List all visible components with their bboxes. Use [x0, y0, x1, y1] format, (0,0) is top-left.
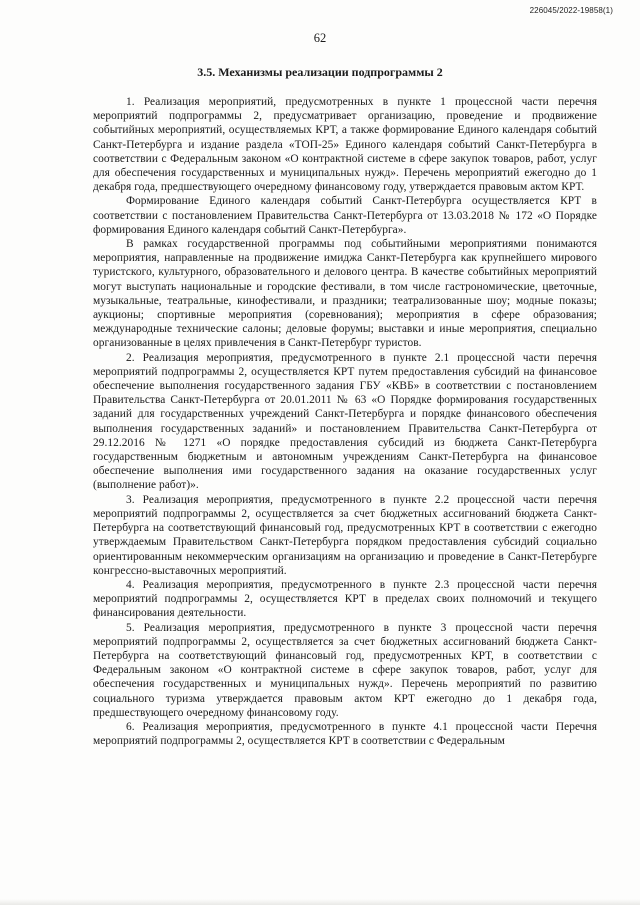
paragraph: 6. Реализация мероприятия, предусмотренного в пункте 4.1 процессной части Перечня мероприятий подпрограммы 2, осуществляется КРТ в соответствии с Федеральным [93, 720, 597, 748]
section-title: 3.5. Механизмы реализации подпрограммы 2 [197, 65, 443, 79]
paragraph: 2. Реализация мероприятия, предусмотренного в пункте 2.1 процессной части перечня мероприятий подпрограммы 2, осуществляется КРТ путем предоставления субсидий на финансовое обеспечение выполнения государственного задания ГБУ «КВБ» в соответствии с постановлением Правительства Санкт-Петербурга от 20.01.2011 № 63 «О Порядке формирования государственных заданий для государственных учреждений Санкт-Петербурга и порядке финансового обеспечения выполнения государственных заданий» и постановлением Правительства Санкт-Петербурга от 29.12.2016 № 1271 «О порядке предоставления субсидий из бюджета Санкт-Петербурга государственным бюджетным и автономным учреждениям Санкт-Петербурга на финансовое обеспечение выполнения ими государственного задания на оказание государственных услуг (выполнение работ)». [93, 351, 597, 492]
paragraph: В рамках государственной программы под событийными мероприятиями понимаются мероприятия, направленные на продвижение имиджа Санкт-Петербурга как крупнейшего мирового туристского, культурного, образовательного и делового центра. В качестве событийных мероприятий могут выступать национальные и городские фестивали, в том числе гастрономические, цветочные, музыкальные, театральные, кинофестивали, и праздники; театрализованные шоу; модные показы; аукционы; спортивные мероприятия (соревнования); мероприятия в сфере образования; международные технические салоны; деловые форумы; выставки и иные мероприятия, специально организованные в целях привлечения в Санкт-Петербург туристов. [93, 238, 597, 350]
paragraph: 3. Реализация мероприятия, предусмотренного в пункте 2.2 процессной части перечня мероприятий подпрограммы 2, осуществляется за счет бюджетных ассигнований бюджета Санкт-Петербурга на соответствующий финансовый год, предусмотренных КРТ в соответствии с ежегодно утверждаемым Правительством Санкт-Петербурга порядком предоставления субсидий социально ориентированным некоммерческим организациям на организацию и проведение в Санкт-Петербурге конгрессно-выставочных мероприятий. [93, 493, 597, 577]
page-bottom-edge [0, 899, 640, 905]
body-text [93, 95, 597, 748]
paragraph: 1. Реализация мероприятий, предусмотренных в пункте 1 процессной части перечня мероприятий подпрограммы 2, предусматривает организацию, проведение и продвижение событийных мероприятий, осуществляемых КРТ, а также формирование Единого календаря событий Санкт-Петербурга и издание раздела «ТОП-25» Единого календаря событий Санкт-Петербурга в соответствии с Федеральным законом «О контрактной системе в сфере закупок товаров, работ, услуг для обеспечения государственных и муниципальных нужд». Перечень мероприятий ежегодно до 1 декабря года, предшествующего очередному финансовому году, утверждается правовым актом КРТ. [93, 96, 597, 194]
document-registration-number: 226045/2022-19858(1) [529, 6, 613, 15]
page-number: 62 [313, 31, 327, 45]
paragraph: 4. Реализация мероприятия, предусмотренного в пункте 2.3 процессной части перечня мероприятий подпрограммы 2, осуществляется КРТ в пределах своих полномочий и текущего финансирования деятельности. [93, 578, 597, 620]
paragraph: 5. Реализация мероприятия, предусмотренного в пункте 3 процессной части перечня мероприятий подпрограммы 2, осуществляется за счет бюджетных ассигнований бюджета Санкт-Петербурга на соответствующий финансовый год, предусмотренных КРТ, в соответствии с Федеральным законом «О контрактной системе в сфере закупок товаров, работ, услуг для обеспечения государственных и муниципальных нужд». Перечень мероприятий по развитию социального туризма утверждается правовым актом КРТ ежегодно до 1 декабря года, предшествующего очередному финансовому году. [93, 621, 597, 719]
paragraph: Формирование Единого календаря событий Санкт-Петербурга осуществляется КРТ в соответствии с постановлением Правительства Санкт-Петербурга от 13.03.2018 № 172 «О Порядке формирования Единого календаря событий Санкт-Петербурга». [93, 195, 597, 236]
